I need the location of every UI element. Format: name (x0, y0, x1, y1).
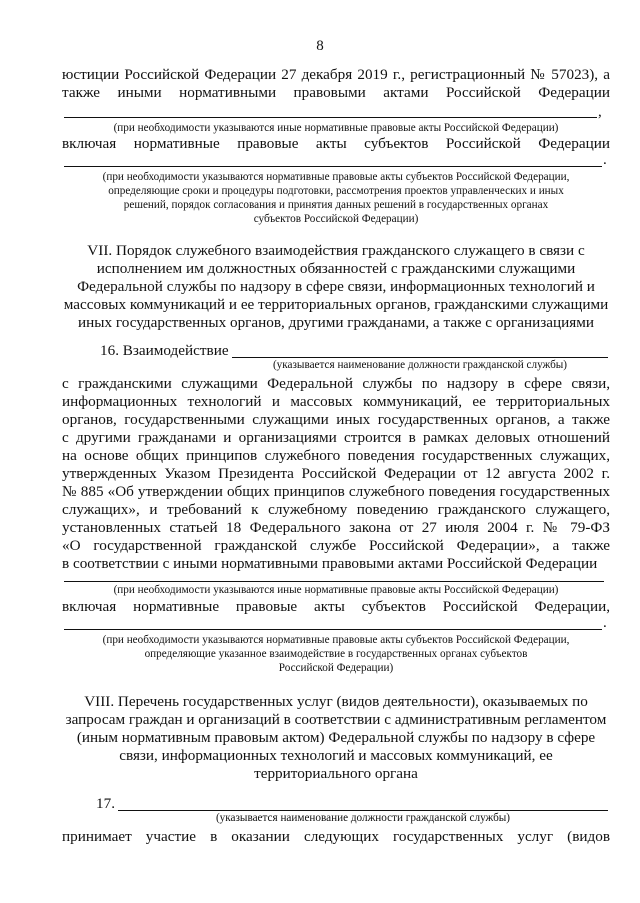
caption: (при необходимости указываются иные нормативные правовые акты Российской Федерации) (113, 584, 559, 596)
caption: (указывается наименование должности гражданской службы) (215, 812, 511, 824)
caption: субъектов Российской Федерации) (253, 213, 419, 225)
section-heading: массовых коммуникаций и ее территориальных органов, гражданскими служащими (63, 296, 609, 313)
item-number: 17. (96, 795, 115, 812)
text-line: информационных технологий и массовых коммуникаций, ее территориальных (62, 393, 610, 410)
text-line: с гражданскими служащими Федеральной службы по надзору в сфере связи, (62, 375, 610, 392)
text-line: в соответствии с иными нормативными правовыми актами Российской Федерации (62, 555, 598, 572)
caption: решений, порядок согласования и принятия данных решений в государственных органах (123, 199, 549, 211)
caption: определяющие указанное взаимодействие в государственных органах субъектов (144, 648, 528, 660)
text-line: служащих», и требований к служебному поведению гражданского служащего, (62, 501, 610, 518)
text-line: установленных статьей 18 Федерального закона от 27 июля 2004 г. № 79-ФЗ (62, 519, 610, 536)
caption: (при необходимости указываются иные нормативные правовые акты Российской Федерации) (113, 122, 559, 134)
text-line: № 885 «Об утверждении общих принципов служебного поведения государственных (62, 483, 610, 500)
section-heading: связи, информационных технологий и массовых коммуникаций, ее (119, 747, 553, 764)
section-heading: территориального органа (254, 765, 418, 782)
text-line: органов, государственными служащими иных государственных органов, а также (62, 411, 610, 428)
text-line: «О государственной гражданской службе Российской Федерации», а также (62, 537, 610, 554)
caption: (при необходимости указываются нормативные правовые акты субъектов Российской Федерации, (102, 634, 570, 646)
section-heading: исполнением им должностных обязанностей с гражданскими служащими (96, 260, 576, 277)
fill-in-line (64, 166, 602, 167)
comma: , (598, 104, 602, 120)
text-line: юстиции Российской Федерации 27 декабря 2019 г., регистрационный № 57023), а (62, 66, 610, 83)
text-line: включая нормативные правовые акты субъектов Российской Федерации (62, 135, 610, 152)
section-heading: (иным нормативным правовым актом) Федеральной службы по надзору в сфере (76, 729, 596, 746)
section-heading: иных государственных органов, другими гражданами, а также с организациями (78, 314, 594, 331)
item-number: 16. Взаимодействие (100, 342, 229, 359)
section-heading: Федеральной службы по надзору в сфере связи, информационных технологий и (77, 278, 595, 295)
section-heading: VIII. Перечень государственных услуг (видов деятельности), оказываемых по (84, 693, 588, 710)
caption: (указывается наименование должности гражданской службы) (272, 359, 568, 371)
page-number: 8 (316, 38, 324, 54)
text-line: утвержденных Указом Президента Российской Федерации от 12 августа 2002 г. (62, 465, 610, 482)
section-heading: запросам граждан и организаций в соответствии с административным регламентом (65, 711, 607, 728)
period: . (603, 152, 607, 168)
caption: определяющие сроки и процедуры подготовки, рассмотрения проектов управленческих и иных (108, 185, 564, 197)
section-heading: VII. Порядок служебного взаимодействия гражданского служащего в связи с (87, 242, 585, 259)
period: . (603, 615, 607, 631)
text-line: принимает участие в оказании следующих государственных услуг (видов (62, 828, 610, 845)
caption: (при необходимости указываются нормативные правовые акты субъектов Российской Федерации, (102, 171, 570, 183)
fill-in-line (64, 117, 597, 118)
caption: Российской Федерации) (278, 662, 394, 674)
text-line: также иными нормативными правовыми актами Российской Федерации (62, 84, 610, 101)
fill-in-line (64, 629, 602, 630)
text-line: на основе общих принципов служебного поведения государственных служащих, (62, 447, 610, 464)
fill-in-line (64, 581, 604, 582)
text-line: с другими гражданами и организациями строится в рамках деловых отношений (62, 429, 610, 446)
text-line: включая нормативные правовые акты субъектов Российской Федерации, (62, 598, 610, 615)
